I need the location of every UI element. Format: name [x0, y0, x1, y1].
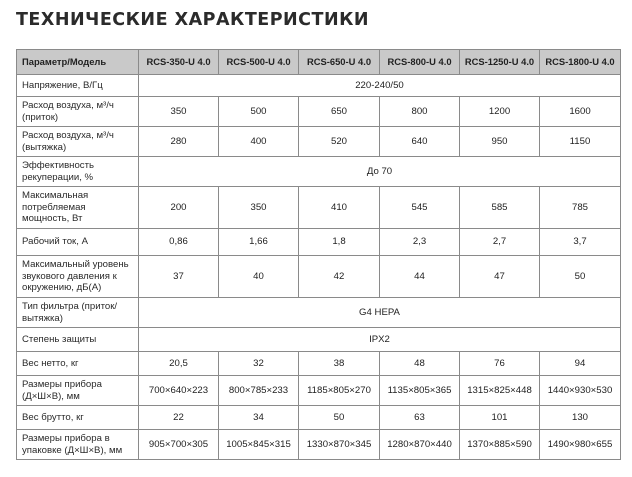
- cell-value: 63: [380, 406, 460, 430]
- cell-value: 44: [380, 256, 460, 298]
- cell-value: 1200: [460, 97, 540, 127]
- cell-value: 520: [299, 127, 380, 157]
- table-row: [17, 157, 621, 187]
- row-label: Степень защиты: [17, 328, 139, 352]
- cell-value: 130: [540, 406, 621, 430]
- merged-value: G4 HEPA: [139, 298, 621, 328]
- row-label: Напряжение, В/Гц: [17, 75, 139, 97]
- cell-value: 1315×825×448: [460, 376, 540, 406]
- cell-value: 2,3: [380, 229, 460, 256]
- table-row: [17, 97, 621, 127]
- cell-value: 48: [380, 352, 460, 376]
- cell-value: 1440×930×530: [540, 376, 621, 406]
- cell-value: 800: [380, 97, 460, 127]
- cell-value: 410: [299, 187, 380, 229]
- cell-value: 585: [460, 187, 540, 229]
- cell-value: 950: [460, 127, 540, 157]
- header-model: RCS-800-U 4.0: [380, 50, 460, 75]
- cell-value: 38: [299, 352, 380, 376]
- cell-value: 1370×885×590: [460, 430, 540, 460]
- cell-value: 40: [219, 256, 299, 298]
- row-label: Рабочий ток, А: [17, 229, 139, 256]
- cell-value: 640: [380, 127, 460, 157]
- merged-value: IPX2: [139, 328, 621, 352]
- row-label: Максимальная потребляемая мощность, Вт: [17, 187, 139, 229]
- row-label: Размеры прибора в упаковке (Д×Ш×В), мм: [17, 430, 139, 460]
- row-label: Вес брутто, кг: [17, 406, 139, 430]
- cell-value: 1,66: [219, 229, 299, 256]
- cell-value: 785: [540, 187, 621, 229]
- cell-value: 1490×980×655: [540, 430, 621, 460]
- header-model: RCS-650-U 4.0: [299, 50, 380, 75]
- row-label: Эффективность рекуперации, %: [17, 157, 139, 187]
- table-row: [17, 376, 621, 406]
- row-label: Размеры прибора (Д×Ш×В), мм: [17, 376, 139, 406]
- table-row: [17, 298, 621, 328]
- cell-value: 350: [219, 187, 299, 229]
- table-header-row: [17, 50, 621, 75]
- cell-value: 1330×870×345: [299, 430, 380, 460]
- table-row: [17, 127, 621, 157]
- cell-value: 905×700×305: [139, 430, 219, 460]
- cell-value: 700×640×223: [139, 376, 219, 406]
- table-row: [17, 229, 621, 256]
- cell-value: 1,8: [299, 229, 380, 256]
- cell-value: 1135×805×365: [380, 376, 460, 406]
- row-label: Вес нетто, кг: [17, 352, 139, 376]
- page-title: ТЕХНИЧЕСКИЕ ХАРАКТЕРИСТИКИ: [16, 10, 370, 30]
- cell-value: 500: [219, 97, 299, 127]
- cell-value: 1150: [540, 127, 621, 157]
- cell-value: 101: [460, 406, 540, 430]
- cell-value: 1280×870×440: [380, 430, 460, 460]
- cell-value: 34: [219, 406, 299, 430]
- cell-value: 1185×805×270: [299, 376, 380, 406]
- cell-value: 0,86: [139, 229, 219, 256]
- row-label: Расход воздуха, м³/ч (приток): [17, 97, 139, 127]
- merged-value: 220-240/50: [139, 75, 621, 97]
- cell-value: 350: [139, 97, 219, 127]
- merged-value: До 70: [139, 157, 621, 187]
- table-row: [17, 406, 621, 430]
- cell-value: 42: [299, 256, 380, 298]
- cell-value: 400: [219, 127, 299, 157]
- header-model: RCS-350-U 4.0: [139, 50, 219, 75]
- header-model: RCS-1800-U 4.0: [540, 50, 621, 75]
- header-param: Параметр/Модель: [17, 50, 139, 75]
- table-row: [17, 328, 621, 352]
- cell-value: 3,7: [540, 229, 621, 256]
- row-label: Тип фильтра (приток/вытяжка): [17, 298, 139, 328]
- header-model: RCS-500-U 4.0: [219, 50, 299, 75]
- cell-value: 2,7: [460, 229, 540, 256]
- table-row: [17, 75, 621, 97]
- cell-value: 94: [540, 352, 621, 376]
- header-model: RCS-1250-U 4.0: [460, 50, 540, 75]
- table-row: [17, 187, 621, 229]
- cell-value: 650: [299, 97, 380, 127]
- cell-value: 22: [139, 406, 219, 430]
- table-row: [17, 256, 621, 298]
- cell-value: 280: [139, 127, 219, 157]
- table-row: [17, 430, 621, 460]
- cell-value: 1600: [540, 97, 621, 127]
- cell-value: 50: [299, 406, 380, 430]
- specs-table: [16, 49, 621, 460]
- cell-value: 200: [139, 187, 219, 229]
- cell-value: 37: [139, 256, 219, 298]
- table-row: [17, 352, 621, 376]
- row-label: Расход воздуха, м³/ч (вытяжка): [17, 127, 139, 157]
- cell-value: 20,5: [139, 352, 219, 376]
- cell-value: 1005×845×315: [219, 430, 299, 460]
- cell-value: 545: [380, 187, 460, 229]
- cell-value: 32: [219, 352, 299, 376]
- cell-value: 50: [540, 256, 621, 298]
- cell-value: 800×785×233: [219, 376, 299, 406]
- row-label: Максимальный уровень звукового давления к окружению, дБ(А): [17, 256, 139, 298]
- cell-value: 47: [460, 256, 540, 298]
- cell-value: 76: [460, 352, 540, 376]
